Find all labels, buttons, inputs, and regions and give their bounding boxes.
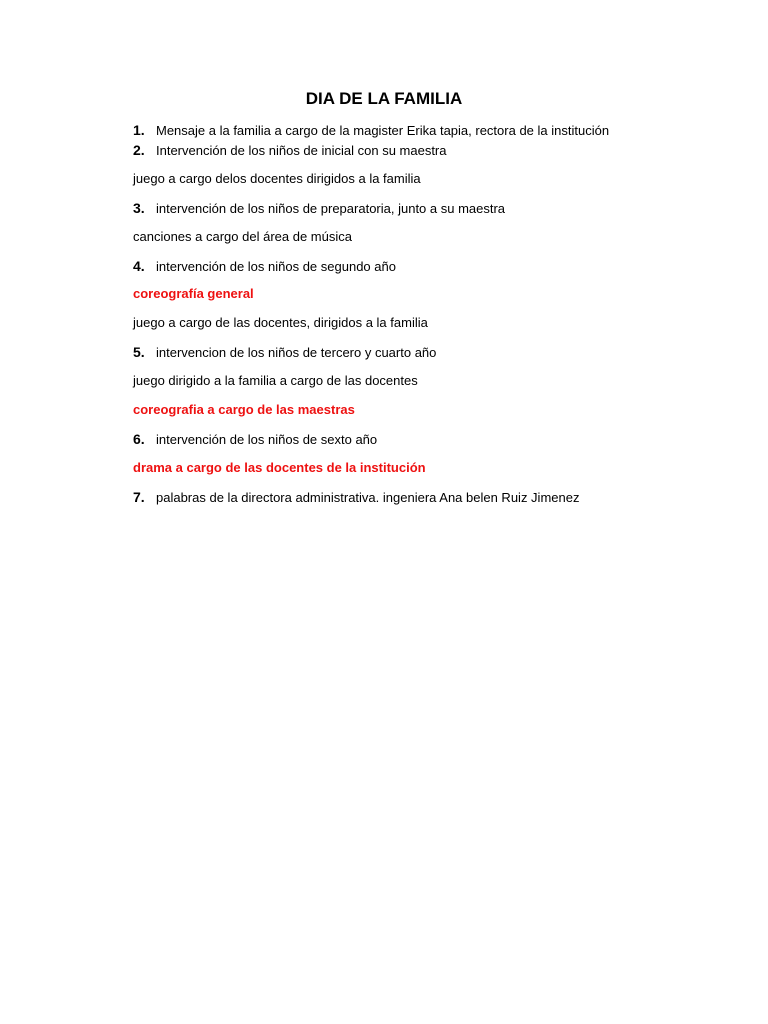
list-item-4 [133,257,396,276]
list-item-text: intervención de los niños de segundo año [156,259,396,274]
list-item-3 [133,199,505,218]
list-number: 1. [133,122,145,138]
list-item-7 [133,488,579,507]
list-item-5 [133,343,436,362]
list-item-text: palabras de la directora administrativa. ingeniera Ana belen Ruiz Jimenez [156,490,580,505]
list-number: 7. [133,489,145,505]
list-item-text: intervención de los niños de sexto año [156,432,378,447]
list-item-text: Mensaje a la familia a cargo de la magister Erika tapia, rectora de la institución [156,123,610,138]
highlighted-line: drama a cargo de las docentes de la institución [133,460,426,475]
list-item-text: intervencion de los niños de tercero y cuarto año [156,345,437,360]
list-item-text: Intervención de los niños de inicial con su maestra [156,143,447,158]
list-item-1 [133,121,609,140]
document-title: DIA DE LA FAMILIA [305,89,463,108]
list-item-2 [133,141,447,160]
paragraph-line: juego dirigido a la familia a cargo de las docentes [133,373,418,388]
list-number: 4. [133,258,145,274]
list-item-6 [133,430,377,449]
highlighted-line: coreografía general [133,286,254,301]
list-number: 2. [133,142,145,158]
list-number: 6. [133,431,145,447]
paragraph-line: canciones a cargo del área de música [133,229,352,244]
list-number: 3. [133,200,145,216]
highlighted-line: coreografia a cargo de las maestras [133,402,355,417]
list-number: 5. [133,344,145,360]
paragraph-line: juego a cargo delos docentes dirigidos a la familia [133,171,421,186]
paragraph-line: juego a cargo de las docentes, dirigidos a la familia [133,315,428,330]
list-item-text: intervención de los niños de preparatoria, junto a su maestra [156,201,506,216]
